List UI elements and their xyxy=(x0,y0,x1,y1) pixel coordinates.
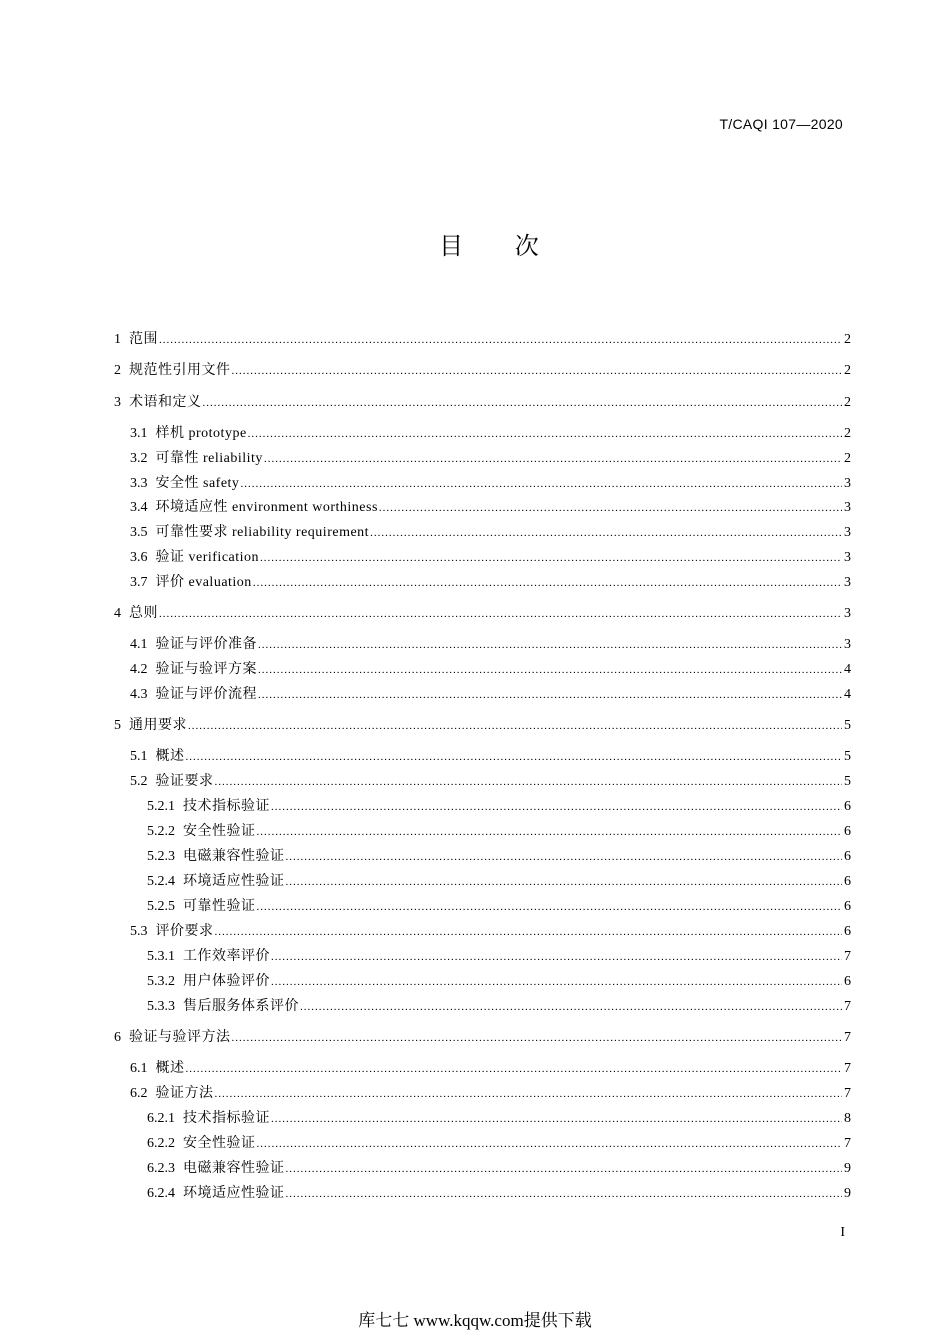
toc-entry-number: 5.2.2 xyxy=(147,824,175,839)
toc-entry[interactable] xyxy=(130,660,851,680)
toc-entry-page: 5 xyxy=(844,749,851,764)
toc-entry[interactable] xyxy=(147,947,851,967)
toc-entry[interactable] xyxy=(147,997,851,1017)
toc-entry-page: 9 xyxy=(844,1186,851,1201)
toc-entry-page: 7 xyxy=(844,1061,851,1076)
toc-entry-number: 5.2 xyxy=(130,774,148,789)
toc-entry[interactable] xyxy=(147,1159,851,1179)
toc-entry-number: 4.1 xyxy=(130,637,148,652)
toc-entry[interactable] xyxy=(147,1109,851,1129)
toc-entry[interactable] xyxy=(130,498,851,518)
toc-entry-title: 电磁兼容性验证 xyxy=(183,1161,285,1176)
toc-entry-title: 环境适应性验证 xyxy=(183,874,285,889)
toc-dot-leader xyxy=(248,424,842,444)
toc-dot-leader xyxy=(240,474,842,494)
toc-entry[interactable] xyxy=(130,523,851,543)
toc-dot-leader xyxy=(186,1059,843,1079)
toc-entry-number: 3.7 xyxy=(130,575,148,590)
toc-dot-leader xyxy=(271,947,842,967)
toc-entry-title: 可靠性验证 xyxy=(183,899,256,914)
toc-entry-number: 5.2.1 xyxy=(147,799,175,814)
toc-entry-title: 技术指标验证 xyxy=(183,1111,270,1126)
toc-entry-number: 3.4 xyxy=(130,500,148,515)
toc-dot-leader xyxy=(215,922,843,942)
toc-dot-leader xyxy=(188,716,842,736)
toc-dot-leader xyxy=(258,685,842,705)
toc-title: 目 次 xyxy=(439,232,561,260)
toc-entry-title: 验证方法 xyxy=(155,1086,214,1101)
toc-dot-leader xyxy=(379,498,842,518)
toc-entry-number: 3.3 xyxy=(130,476,148,491)
toc-dot-leader xyxy=(215,772,843,792)
toc-entry-page: 4 xyxy=(844,687,851,702)
toc-entry[interactable] xyxy=(130,635,851,655)
toc-entry[interactable] xyxy=(147,972,851,992)
toc-dot-leader xyxy=(232,361,843,381)
toc-dot-leader xyxy=(159,330,842,350)
toc-entry-number: 6.1 xyxy=(130,1061,148,1076)
toc-entry-number: 2 xyxy=(114,363,121,378)
toc-entry-number: 5.3 xyxy=(130,924,148,939)
toc-entry[interactable] xyxy=(130,747,851,767)
footer-watermark: 库七七 www.kqqw.com提供下载 xyxy=(358,1311,592,1330)
toc-entry-page: 3 xyxy=(844,500,851,515)
toc-entry-page: 3 xyxy=(844,606,851,621)
toc-entry-number: 4 xyxy=(114,606,121,621)
toc-entry-number: 3.1 xyxy=(130,426,148,441)
toc-entry-number: 6 xyxy=(114,1030,121,1045)
toc-dot-leader xyxy=(257,897,843,917)
toc-entry-number: 6.2.3 xyxy=(147,1161,175,1176)
toc-entry-page: 3 xyxy=(844,476,851,491)
toc-entry[interactable] xyxy=(147,872,851,892)
toc-entry[interactable] xyxy=(147,847,851,867)
toc-dot-leader xyxy=(258,635,842,655)
toc-entry-title: 通用要求 xyxy=(129,718,187,733)
toc-entry[interactable] xyxy=(130,424,851,444)
toc-entry-page: 4 xyxy=(844,662,851,677)
toc-entry-number: 4.3 xyxy=(130,687,148,702)
toc-entry-title: 概述 xyxy=(155,749,185,764)
toc-dot-leader xyxy=(257,822,843,842)
toc-entry[interactable] xyxy=(147,1134,851,1154)
toc-dot-leader xyxy=(286,1184,843,1204)
toc-entry-number: 5.2.4 xyxy=(147,874,175,889)
toc-entry[interactable] xyxy=(114,330,851,350)
toc-entry[interactable] xyxy=(130,573,851,593)
toc-entry-page: 3 xyxy=(844,550,851,565)
toc-dot-leader xyxy=(300,997,842,1017)
toc-entry-page: 2 xyxy=(844,363,851,378)
toc-dot-leader xyxy=(264,449,842,469)
toc-entry-number: 6.2.1 xyxy=(147,1111,175,1126)
toc-entry-page: 6 xyxy=(844,974,851,989)
toc-entry-page: 7 xyxy=(844,1030,851,1045)
toc-entry-title: 售后服务体系评价 xyxy=(183,999,299,1014)
toc-dot-leader xyxy=(232,1028,843,1048)
toc-dot-leader xyxy=(286,872,843,892)
toc-entry-number: 6.2 xyxy=(130,1086,148,1101)
toc-entry-title: 安全性 safety xyxy=(155,476,240,491)
toc-entry-number: 5 xyxy=(114,718,121,733)
toc-entry-page: 6 xyxy=(844,924,851,939)
toc-entry-page: 2 xyxy=(844,426,851,441)
toc-dot-leader xyxy=(257,1134,843,1154)
toc-entry-title: 安全性验证 xyxy=(183,824,256,839)
toc-entry-number: 4.2 xyxy=(130,662,148,677)
toc-entry-number: 3.5 xyxy=(130,525,148,540)
toc-entry-title: 环境适应性验证 xyxy=(183,1186,285,1201)
document-code: T/CAQI 107—2020 xyxy=(719,116,843,132)
toc-entry-page: 3 xyxy=(844,575,851,590)
toc-entry[interactable] xyxy=(147,1184,851,1204)
toc-entry[interactable] xyxy=(114,1028,851,1048)
toc-entry-page: 6 xyxy=(844,899,851,914)
toc-entry[interactable] xyxy=(130,772,851,792)
toc-entry-title: 可靠性 reliability xyxy=(155,451,263,466)
toc-entry-title: 总则 xyxy=(129,606,158,621)
toc-entry-number: 5.3.1 xyxy=(147,949,175,964)
toc-entry-page: 7 xyxy=(844,999,851,1014)
toc-entry-title: 电磁兼容性验证 xyxy=(183,849,285,864)
toc-entry[interactable] xyxy=(130,474,851,494)
toc-entry[interactable] xyxy=(130,548,851,568)
toc-dot-leader xyxy=(203,393,843,413)
toc-entry[interactable] xyxy=(130,1059,851,1079)
toc-entry-page: 7 xyxy=(844,949,851,964)
toc-entry-title: 概述 xyxy=(155,1061,185,1076)
toc-entry-page: 2 xyxy=(844,332,851,347)
toc-entry-title: 评价要求 xyxy=(155,924,214,939)
toc-entry-title: 验证要求 xyxy=(155,774,214,789)
toc-entry-title: 验证与验评方案 xyxy=(155,662,257,677)
toc-entry-number: 5.3.2 xyxy=(147,974,175,989)
toc-entry-page: 2 xyxy=(844,451,851,466)
toc-entry-title: 验证 verification xyxy=(155,550,260,565)
toc-entry[interactable] xyxy=(130,685,851,705)
toc-entry[interactable] xyxy=(130,1084,851,1104)
toc-entry-title: 验证与评价流程 xyxy=(155,687,257,702)
toc-entry-title: 评价 evaluation xyxy=(155,575,252,590)
toc-entry-page: 2 xyxy=(844,395,851,410)
toc-entry-title: 验证与验评方法 xyxy=(129,1030,231,1045)
toc-entry-page: 3 xyxy=(844,525,851,540)
toc-entry[interactable] xyxy=(130,922,851,942)
toc-entry[interactable] xyxy=(147,797,851,817)
toc-entry[interactable] xyxy=(130,449,851,469)
page-number: I xyxy=(840,1225,845,1240)
toc-entry-title: 验证与评价准备 xyxy=(155,637,257,652)
toc-entry[interactable] xyxy=(147,897,851,917)
toc-dot-leader xyxy=(271,1109,842,1129)
toc-dot-leader xyxy=(258,660,842,680)
toc-entry-page: 5 xyxy=(844,718,851,733)
toc-entry-page: 6 xyxy=(844,874,851,889)
toc-entry-title: 工作效率评价 xyxy=(183,949,270,964)
toc-entry-page: 6 xyxy=(844,849,851,864)
toc-entry-title: 可靠性要求 reliability requirement xyxy=(155,525,370,540)
toc-entry[interactable] xyxy=(114,716,851,736)
toc-dot-leader xyxy=(253,573,842,593)
toc-entry-number: 3 xyxy=(114,395,121,410)
toc-dot-leader xyxy=(215,1084,843,1104)
toc-entry-page: 8 xyxy=(844,1111,851,1126)
toc-entry-number: 3.6 xyxy=(130,550,148,565)
toc-dot-leader xyxy=(271,797,842,817)
toc-entry-title: 安全性验证 xyxy=(183,1136,256,1151)
toc-entry-title: 规范性引用文件 xyxy=(129,363,231,378)
toc-entry-page: 7 xyxy=(844,1136,851,1151)
toc-entry-title: 样机 prototype xyxy=(155,426,247,441)
toc-entry-number: 5.2.5 xyxy=(147,899,175,914)
toc-entry-title: 环境适应性 environment worthiness xyxy=(155,500,378,515)
toc-entry-page: 6 xyxy=(844,799,851,814)
toc-entry-number: 5.2.3 xyxy=(147,849,175,864)
toc-entry-page: 3 xyxy=(844,637,851,652)
toc-entry[interactable] xyxy=(114,393,851,413)
toc-entry-page: 9 xyxy=(844,1161,851,1176)
toc-entry-number: 6.2.4 xyxy=(147,1186,175,1201)
toc-entry-page: 6 xyxy=(844,824,851,839)
toc-entry[interactable] xyxy=(114,604,851,624)
toc-entry-number: 6.2.2 xyxy=(147,1136,175,1151)
toc-entry[interactable] xyxy=(114,361,851,381)
toc-entry-number: 3.2 xyxy=(130,451,148,466)
toc-entry-title: 术语和定义 xyxy=(129,395,202,410)
toc-entry[interactable] xyxy=(147,822,851,842)
toc-entry-title: 范围 xyxy=(129,332,158,347)
toc-dot-leader xyxy=(271,972,842,992)
toc-entry-page: 5 xyxy=(844,774,851,789)
toc-dot-leader xyxy=(260,548,842,568)
toc-entry-number: 5.3.3 xyxy=(147,999,175,1014)
toc-dot-leader xyxy=(286,1159,843,1179)
toc-entry-title: 技术指标验证 xyxy=(183,799,270,814)
toc-dot-leader xyxy=(186,747,843,767)
toc-entry-page: 7 xyxy=(844,1086,851,1101)
toc-dot-leader xyxy=(286,847,843,867)
toc-entry-number: 1 xyxy=(114,332,121,347)
toc-entry-number: 5.1 xyxy=(130,749,148,764)
toc-dot-leader xyxy=(159,604,842,624)
toc-dot-leader xyxy=(370,523,842,543)
toc-entry-title: 用户体验评价 xyxy=(183,974,270,989)
